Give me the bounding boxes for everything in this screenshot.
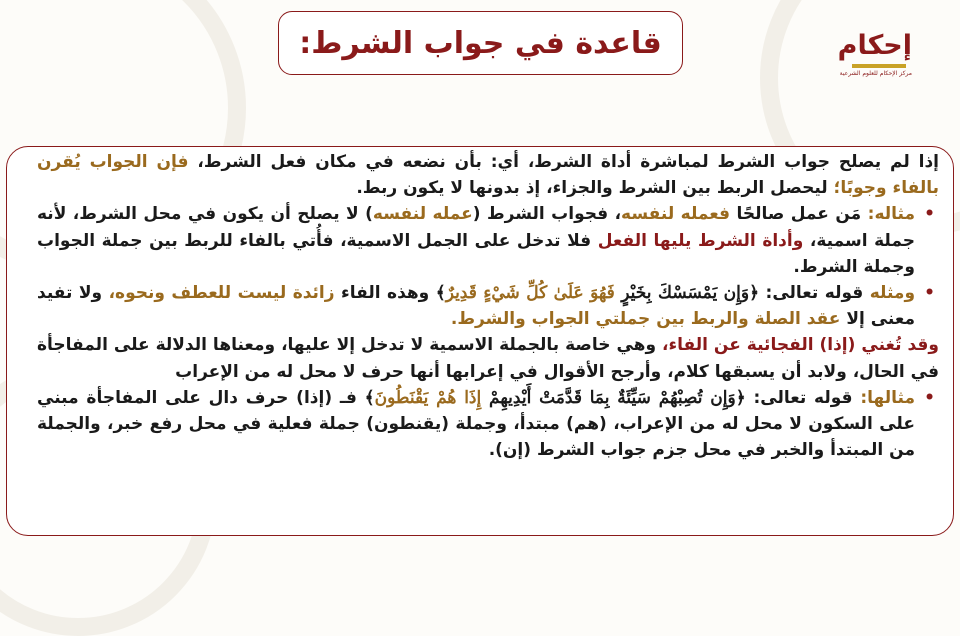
example-item	[37, 201, 939, 280]
rule-highlight: فإن الجواب يُقرن بالفاء وجوبًا؛	[37, 152, 939, 199]
example-explanation: ) لا يصلح أن يكون في محل الشرط، لأنه جملة اسمية،	[37, 204, 916, 251]
content-box	[6, 146, 954, 536]
example-condition: مَن عمل صالحًا	[736, 204, 862, 225]
verse-answer: فَهُوَ عَلَىٰ كُلِّ شَيْءٍ قَدِيرٌ	[445, 283, 615, 304]
example-text: ، فجواب الشرط (	[472, 204, 622, 225]
verse-comment: ﴾ وهذه الفاء	[341, 283, 446, 304]
verse-highlight: زائدة ليست للعطف ونحوه،	[108, 283, 335, 304]
verse-intro: قوله تعالى:	[765, 283, 864, 304]
verse-highlight-2: عقد الصلة والربط بين جملتي الجواب والشرط.	[450, 309, 841, 330]
verse-example-item	[37, 280, 939, 332]
idha-explanation: وهي خاصة بالجملة الاسمية لا تدخل إلا عليها، ومعناها الدلالة على المفاجأة في الحال، ولابد أن يسبقها كلام، وأرجح الأقوال في إعرابها أنها حرف لا محل له من الإعراب	[37, 335, 939, 382]
idha-verse: ﴿وَإِن تُصِبْهُمْ سَيِّئَةٌ بِمَا قَدَّمَتْ أَيْدِيهِمْ	[489, 387, 746, 408]
logo-mark: إحكام	[837, 30, 912, 61]
slide-title-box	[278, 11, 683, 75]
verse-condition: ﴿وَإِن يَمْسَسْكَ بِخَيْرٍ	[621, 283, 760, 304]
logo-bar	[852, 64, 906, 68]
rule-paragraph	[37, 149, 939, 201]
idha-paragraph	[37, 332, 939, 384]
idha-verse-answer: إِذَا هُمْ يَقْنَطُونَ	[374, 387, 482, 408]
content-text	[37, 149, 939, 463]
example-conclusion: فلا تدخل على الجمل الاسمية، فأُتي بالفاء للربط بين جملة الجواب وجملة الشرط.	[37, 230, 915, 277]
rule-reason: ليحصل الربط بين الشرط والجزاء، إذ بدونها لا يكون ربط.	[356, 178, 828, 199]
idha-intro: وقد تُغني	[861, 335, 939, 356]
logo-subtitle: مركز الإحكام للعلوم الشرعية	[839, 70, 912, 77]
idha-verse-intro: قوله تعالى:	[753, 387, 853, 408]
logo	[837, 30, 912, 94]
idha-example-item	[37, 385, 939, 464]
example-answer-quoted: عمله لنفسه	[372, 204, 473, 225]
idha-explanation-2: ﴾ فـ (إذا) حرف دال على المفاجأة مبني على السكون لا محل له من الإعراب، (هم) مبتدأ، وجملة (يقنطون) جملة فعلية في محل رفع خبر، والجملة من المبتدأ والخبر في محل جزم جواب الشرط (إن).	[37, 387, 915, 461]
example-label: مثاله:	[867, 204, 915, 225]
verse-comment-2: ولا تفيد معنى إلا	[37, 283, 915, 330]
slide-title: قاعدة في جواب الشرط:	[299, 25, 662, 61]
example-highlight-rule: وأداة الشرط يليها الفعل	[597, 230, 804, 251]
idha-highlight: (إذا) الفجائية عن الفاء،	[661, 335, 856, 356]
verse-example-label: ومثله	[869, 283, 916, 304]
example-answer: فعمله لنفسه	[621, 204, 731, 225]
idha-example-label: مثالها:	[860, 387, 915, 408]
rule-intro: إذا لم يصلح جواب الشرط لمباشرة أداة الشرط، أي: بأن نضعه في مكان فعل الشرط،	[197, 152, 940, 172]
